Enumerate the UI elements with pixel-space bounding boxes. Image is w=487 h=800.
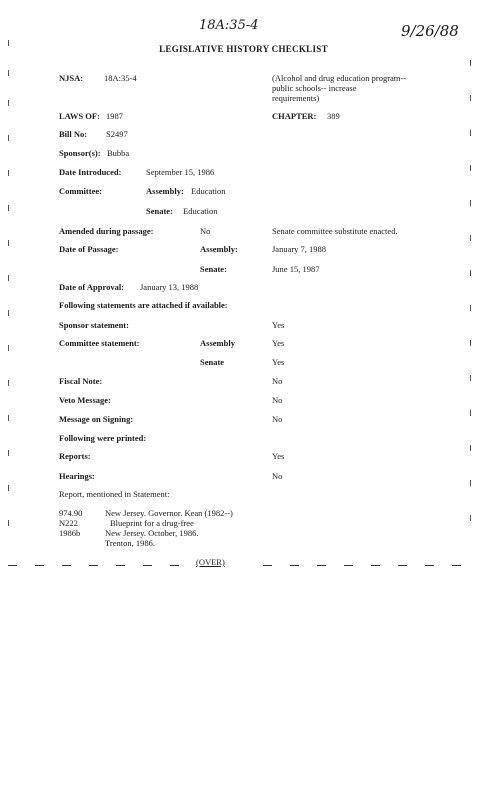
sponsor-label: Sponsor(s): — [59, 148, 101, 158]
passage-label: Date of Passage: — [59, 244, 119, 254]
veto-message-label: Veto Message: — [59, 395, 111, 405]
following-printed-heading: Following were printed: — [59, 433, 147, 443]
citation — [105, 508, 233, 548]
laws-of-label: LAWS OF: — [59, 111, 100, 121]
sponsor-value: Bubba — [107, 148, 130, 158]
amended-value: No — [200, 226, 211, 236]
amended-label: Amended during passage: — [59, 226, 154, 236]
approval-value: January 13, 1988 — [140, 282, 199, 292]
fiscal-note-label: Fiscal Note: — [59, 376, 103, 386]
passage-senate-label: Senate: — [200, 264, 227, 274]
handwritten-date: 9/26/88 — [401, 22, 459, 40]
chapter-value: 389 — [327, 111, 340, 121]
citation-line: Blueprint for a drug-free — [110, 518, 194, 528]
over-label: (OVER) — [196, 557, 225, 567]
committee-senate-value: Education — [183, 206, 218, 216]
message-signing-label: Message on Signing: — [59, 414, 134, 424]
citation-line: New Jersey. Governor. Kean (1982--) — [105, 508, 233, 518]
njsa-desc-line-2: public schools-- increase — [272, 83, 357, 93]
call-number-line: 1986b — [59, 528, 81, 538]
date-introduced-value: September 15, 1986 — [146, 167, 215, 177]
passage-senate-value: June 15, 1987 — [272, 264, 320, 274]
veto-message-value: No — [272, 395, 283, 405]
fiscal-note-value: No — [272, 376, 283, 386]
call-number-line: 974.90 — [59, 508, 83, 518]
report-mentioned-heading: Report, mentioned in Statement: — [59, 489, 170, 499]
committee-label: Committee: — [59, 186, 102, 196]
bill-label: Bill No: — [59, 129, 88, 139]
approval-label: Date of Approval: — [59, 282, 125, 292]
committee-statement-assembly-label: Assembly — [200, 338, 235, 348]
citation-line: New Jersey. October, 1986. — [105, 528, 199, 538]
committee-statement-senate-value: Yes — [272, 357, 285, 367]
following-attached-heading: Following statements are attached if available: — [59, 300, 228, 310]
njsa-desc-line-1: (Alcohol and drug education program-- — [272, 73, 407, 83]
committee-statement-assembly-value: Yes — [272, 338, 285, 348]
call-number — [59, 508, 82, 538]
citation-line: Trenton, 1986. — [105, 538, 155, 548]
njsa-label: NJSA: — [59, 73, 84, 83]
committee-assembly-value: Education — [191, 186, 226, 196]
passage-assembly-value: January 7, 1988 — [272, 244, 327, 254]
reports-label: Reports: — [59, 451, 91, 461]
bill-value: S2497 — [106, 129, 128, 139]
hearings-label: Hearings: — [59, 471, 95, 481]
message-signing-value: No — [272, 414, 283, 424]
njsa-value: 18A:35-4 — [104, 73, 137, 83]
chapter-label: CHAPTER: — [272, 111, 317, 121]
njsa-desc-line-3: requirements) — [272, 93, 320, 103]
page-title: LEGISLATIVE HISTORY CHECKLIST — [159, 44, 328, 54]
laws-of-value: 1987 — [106, 111, 123, 121]
sponsor-statement-value: Yes — [272, 320, 285, 330]
date-introduced-label: Date Introduced: — [59, 167, 122, 177]
handwritten-statute: 18A:35-4 — [199, 18, 259, 33]
committee-statement-senate-label: Senate — [200, 357, 225, 367]
amended-note: Senate committee substitute enacted. — [272, 226, 398, 236]
call-number-line: N222 — [59, 518, 78, 528]
committee-assembly-label: Assembly: — [146, 186, 184, 196]
committee-senate-label: Senate: — [146, 206, 173, 216]
committee-statement-label: Committee statement: — [59, 338, 140, 348]
sponsor-statement-label: Sponsor statement: — [59, 320, 129, 330]
hearings-value: No — [272, 471, 283, 481]
reports-value: Yes — [272, 451, 285, 461]
passage-assembly-label: Assembly: — [200, 244, 238, 254]
